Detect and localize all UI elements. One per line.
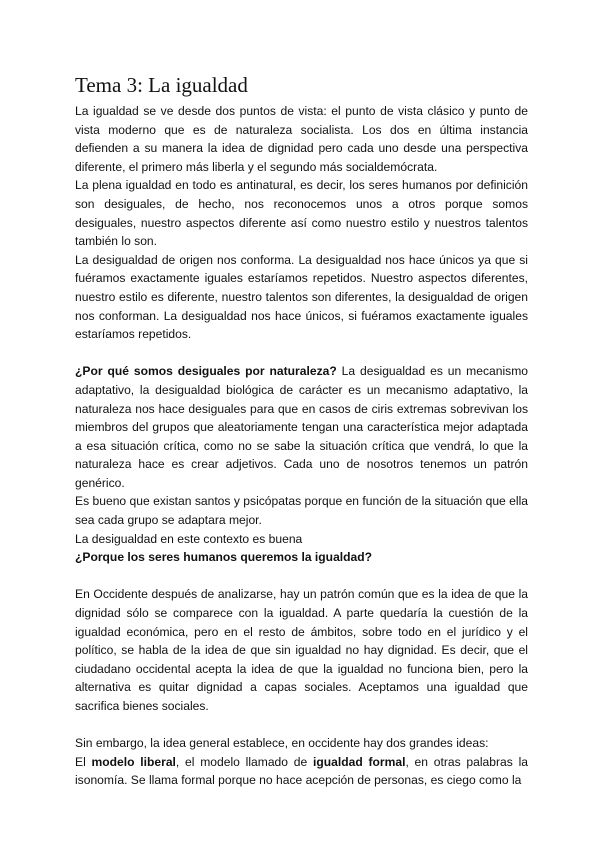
answer-why-unequal: La desigualdad es un mecanismo adaptativo, la desigualdad biológica de carácter es un mecanismo adaptativo, la naturaleza nos hace desiguales para que en casos de ciris extremas sobrevivan los miembros del grupos que aleatoriamente tengan una característica mejor adaptada a esa situación crítica, como no se sabe la situación crítica que vendrá, lo que la naturaleza hace es crear adjetivos. Cada uno de nosotros tenemos un patrón genérico. bbox=[75, 364, 528, 490]
term-igualdad-formal: igualdad formal bbox=[312, 754, 406, 769]
spacer bbox=[75, 344, 528, 363]
term-modelo-liberal: modelo liberal bbox=[91, 754, 176, 769]
paragraph-origin: La desigualdad de origen nos conforma. La desigualdad nos hace únicos ya que si fuéramos exactamente iguales estaríamos repetidos. Nuestro aspectos diferentes, nuestro estilo es diferente, nuestro talentos son diferentes, la desigualdad de origen nos conforman. La desigualdad nos hace únicos, si fuéramos exactamente iguales estaríamos repetidos. bbox=[75, 252, 528, 342]
text-span: , en otras palabras la isonomía. Se llama formal porque no hace acepción de personas, es ciego como la bbox=[75, 754, 528, 788]
paragraph-saints: Es bueno que existan santos y psicópatas porque en función de la situación que ella sea cada grupo se adaptara mejor. bbox=[75, 494, 528, 528]
paragraph-liberal-model bbox=[75, 753, 528, 790]
paragraph-occidente: En Occidente después de analizarse, hay un patrón común que es la idea de que la dignidad sólo se comparece con la igualdad. A parte quedaría la cuestión de la igualdad económica, pero en el resto de ámbitos, sobre todo en el jurídico y el político, se habla de la idea de que sin igualdad no hay dignidad. Es decir, que el ciudadano occidental acepta la idea de que la igualdad no funciona bien, pero la alternativa es quitar dignidad a capas sociales. Aceptamos una igualdad que sacrifica bienes sociales. bbox=[75, 587, 528, 713]
paragraph-context: La desigualdad en este contexto es buena bbox=[75, 531, 303, 546]
text-span: El bbox=[75, 754, 92, 769]
paragraph-antinatural: La plena igualdad en todo es antinatural, es decir, los seres humanos por definición son desiguales, de hecho, nos reconocemos unos a otros porque somos desiguales, nuestro aspectos diferente así como nuestro estilo y nuestros talentos también lo son. bbox=[75, 178, 528, 249]
paragraph-intro: La igualdad se ve desde dos puntos de vista: el punto de vista clásico y punto de vista moderno que es de naturaleza socialista. Los dos en última instancia defienden a su manera la idea de dignidad pero cada uno desde una perspectiva diferente, el primero más liberla y el segundo más socialdemócrata. bbox=[75, 104, 528, 174]
question-why-equality-text: ¿Porque los seres humanos queremos la igualdad? bbox=[75, 550, 373, 565]
paragraph-why-unequal bbox=[75, 362, 528, 492]
question-why-unequal: ¿Por qué somos desiguales por naturaleza? bbox=[75, 364, 337, 379]
document-title: Tema 3: La igualdad bbox=[75, 73, 248, 97]
question-why-equality bbox=[75, 548, 528, 567]
paragraph-two-ideas: Sin embargo, la idea general establece, en occidente hay dos grandes ideas: bbox=[75, 736, 489, 751]
document-page bbox=[75, 72, 528, 790]
spacer bbox=[75, 716, 528, 735]
text-span: , el modelo llamado de bbox=[175, 754, 313, 769]
spacer bbox=[75, 567, 528, 586]
